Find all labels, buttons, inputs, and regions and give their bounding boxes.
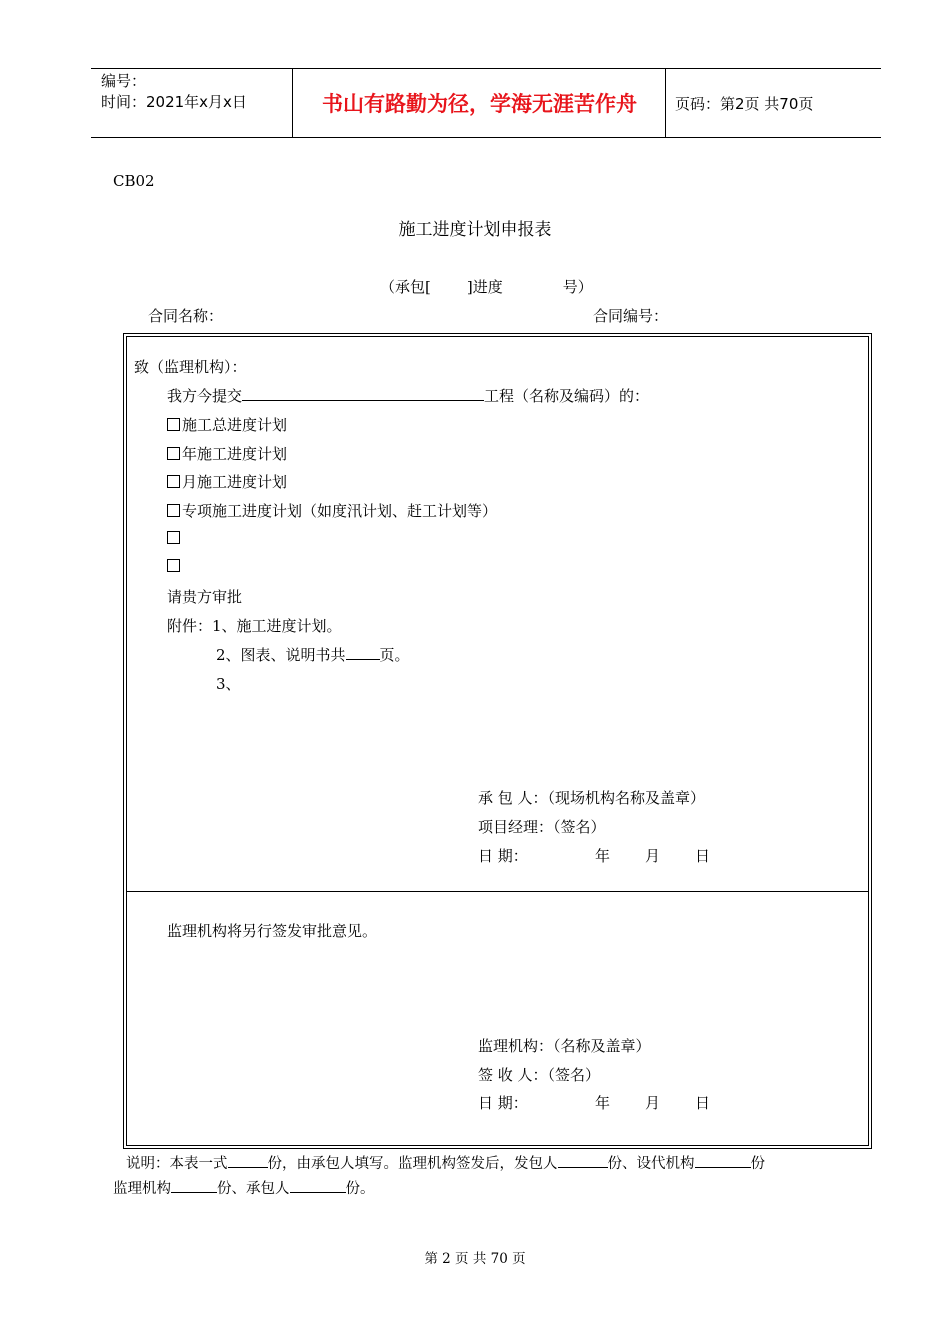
form-title: 施工进度计划申报表 bbox=[398, 220, 552, 240]
copies-blank-design[interactable] bbox=[695, 1153, 751, 1168]
contract-name-label: 合同名称： bbox=[148, 307, 224, 325]
option-master-plan[interactable] bbox=[167, 414, 287, 435]
date-month: 月 bbox=[645, 847, 661, 865]
supervision-note: 监理机构将另行签发审批意见。 bbox=[167, 922, 378, 940]
footer-note-line-1 bbox=[126, 1152, 765, 1173]
copies-blank-supervision[interactable] bbox=[171, 1178, 217, 1193]
section-divider bbox=[126, 891, 869, 892]
note-text: 说明：本表一式 bbox=[126, 1156, 228, 1172]
footer-note-line-2 bbox=[113, 1177, 375, 1198]
checkbox[interactable] bbox=[167, 447, 180, 460]
option-label: 专项施工进度计划（如度汛计划、赶工计划等） bbox=[182, 502, 498, 520]
option-blank-2[interactable] bbox=[167, 557, 182, 575]
project-name-blank[interactable] bbox=[242, 386, 484, 401]
submit-suffix: 工程（名称及编码）的： bbox=[484, 387, 650, 405]
form-subtitle bbox=[380, 276, 593, 297]
attachment-2-suffix: 页。 bbox=[379, 646, 410, 664]
header-meta bbox=[101, 71, 247, 113]
supervision-date-month: 月 bbox=[645, 1094, 661, 1112]
note-text: 份，由承包人填写。监理机构签发后，发包人 bbox=[267, 1156, 558, 1172]
header-motto: 书山有路勤为径，学海无涯苦作舟 bbox=[322, 92, 637, 116]
header-number-label: 编号： bbox=[101, 72, 147, 90]
note-text: 份、承包人 bbox=[217, 1181, 290, 1197]
option-label: 年施工进度计划 bbox=[182, 445, 288, 463]
checkbox[interactable] bbox=[167, 504, 180, 517]
addressee: 致（监理机构）： bbox=[134, 358, 247, 376]
receiver-label: 签 收 人：（签名） bbox=[478, 1066, 601, 1084]
note-text: 份 bbox=[750, 1156, 765, 1172]
page-count-blank[interactable] bbox=[346, 645, 380, 660]
attachment-2 bbox=[216, 644, 410, 665]
submit-prefix: 我方今提交 bbox=[167, 387, 243, 405]
submit-line bbox=[167, 385, 649, 406]
checkbox[interactable] bbox=[167, 559, 180, 572]
attachment-1: 附件：1、施工进度计划。 bbox=[167, 617, 342, 635]
date-year: 年 bbox=[595, 847, 611, 865]
checkbox[interactable] bbox=[167, 475, 180, 488]
option-special-plan[interactable] bbox=[167, 500, 497, 521]
option-label: 月施工进度计划 bbox=[182, 473, 288, 491]
form-code: CB02 bbox=[113, 172, 155, 190]
date-label-supervision: 日 期： bbox=[478, 1094, 528, 1112]
contractor-label: 承 包 人：（现场机构名称及盖章） bbox=[478, 789, 706, 807]
header-time-label: 时间：2021年x月x日 bbox=[101, 93, 247, 111]
contract-no-label: 合同编号： bbox=[593, 307, 669, 325]
document-header bbox=[91, 68, 881, 138]
approval-request: 请贵方审批 bbox=[167, 588, 243, 606]
option-annual-plan[interactable] bbox=[167, 443, 287, 464]
note-text: 监理机构 bbox=[113, 1181, 171, 1197]
option-label: 施工总进度计划 bbox=[182, 416, 288, 434]
note-text: 份、设代机构 bbox=[607, 1156, 695, 1172]
supervision-date-year: 年 bbox=[595, 1094, 611, 1112]
header-page-label: 页码：第2页 共70页 bbox=[675, 95, 814, 113]
copies-blank-total[interactable] bbox=[228, 1153, 268, 1168]
attachment-2-prefix: 2、图表、说明书共 bbox=[216, 646, 346, 664]
note-text: 份。 bbox=[345, 1181, 375, 1197]
attachment-3: 3、 bbox=[216, 675, 241, 693]
date-label-contractor: 日 期： bbox=[478, 847, 528, 865]
subtitle-prefix: （承包[ bbox=[380, 278, 431, 296]
checkbox[interactable] bbox=[167, 531, 180, 544]
date-day: 日 bbox=[695, 847, 711, 865]
copies-blank-employer[interactable] bbox=[558, 1153, 608, 1168]
subtitle-middle: ]进度 bbox=[466, 278, 503, 296]
page-footer: 第 2 页 共 70 页 bbox=[424, 1251, 526, 1267]
checkbox[interactable] bbox=[167, 418, 180, 431]
header-divider-right bbox=[665, 69, 666, 137]
option-monthly-plan[interactable] bbox=[167, 471, 287, 492]
supervision-date-day: 日 bbox=[695, 1094, 711, 1112]
manager-label: 项目经理：（签名） bbox=[478, 818, 606, 836]
option-blank-1[interactable] bbox=[167, 529, 182, 547]
subtitle-suffix: 号） bbox=[562, 278, 593, 296]
copies-blank-contractor[interactable] bbox=[290, 1178, 346, 1193]
supervision-org-label: 监理机构：（名称及盖章） bbox=[478, 1037, 651, 1055]
